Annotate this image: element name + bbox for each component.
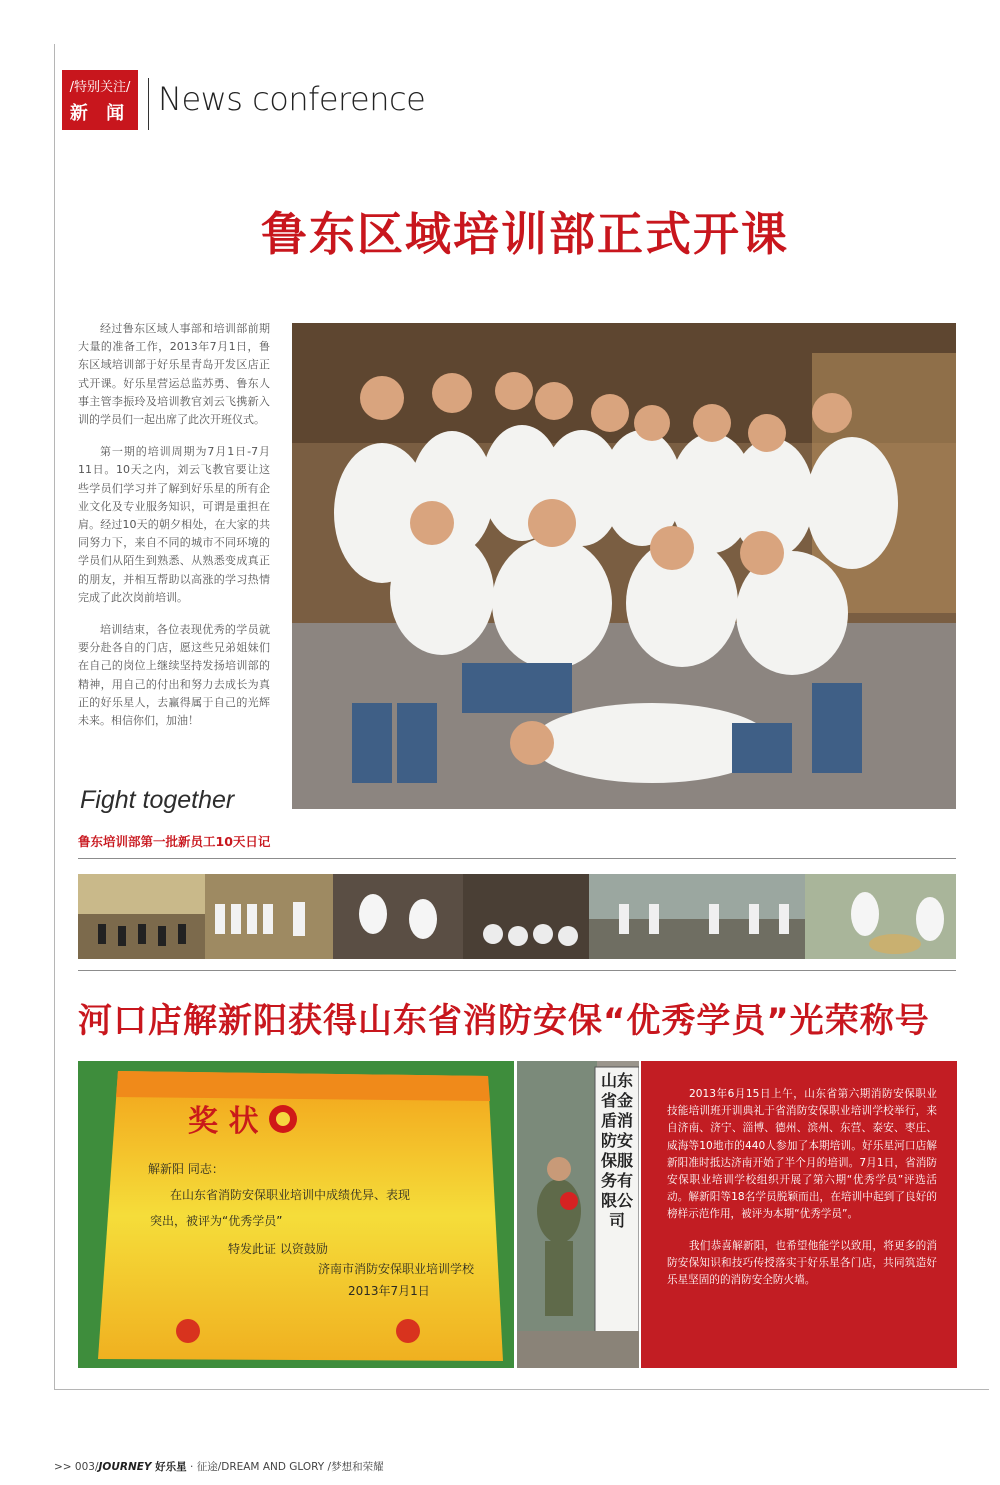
certificate-line-6: 2013年7月1日 <box>348 1284 430 1298</box>
strip-photo-4 <box>463 874 589 959</box>
page-footer <box>54 1459 384 1474</box>
section-tag-main: 新 闻 <box>69 103 131 124</box>
strip-photo-3 <box>333 874 463 959</box>
sign-text: 山东省金盾消防安保服务有限公司 <box>600 1071 633 1230</box>
section-tag-sub: /特别关注/ <box>69 80 131 95</box>
divider-bottom <box>78 970 956 971</box>
strip-photo-6 <box>805 874 956 959</box>
footer-brand: 好乐星 <box>151 1461 187 1473</box>
certificate-line-4: 特发此证 以资鼓励 <box>228 1242 328 1256</box>
certificate-line-3: 突出，被评为“优秀学员” <box>150 1214 283 1228</box>
article1-paragraph-3: 培训结束，各位表现优秀的学员就要分赴各自的门店，愿这些兄弟姐妹们在自己的岗位上继续坚持发扬培训部的精神，用自己的付出和努力去成长为真正的好乐星人，去赢得属于自己的光辉未来。相信你们，加油！ <box>78 623 270 728</box>
footer-rest: · 征途/DREAM AND GLORY /梦想和荣耀 <box>186 1461 384 1473</box>
strip-photo-2 <box>205 874 333 959</box>
footer-journey: JOURNEY <box>98 1461 152 1473</box>
certificate-line-2: 在山东省消防安保职业培训中成绩优异、表现 <box>170 1188 411 1202</box>
article2-paragraph-1: 2013年6月15日上午，山东省第六期消防安保职业技能培训班开训典礼于省消防安保职业培训学校举行，来自济南、济宁、淄博、德州、滨州、东营、泰安、枣庄、威海等10地市的440人参加了本期培训。好乐星河口店解新阳准时抵达济南开始了半个月的培训。7月1日，省消防安保职业培训学校组织开展了第六期“优秀学员”评选活动。解新阳等18名学员脱颖而出，在培训中起到了良好的榜样示范作用，被评为本期“优秀学员”。 <box>667 1088 937 1221</box>
group-photo <box>292 323 956 809</box>
article1-body <box>78 320 270 744</box>
footer-prefix: >> 003/ <box>54 1461 99 1473</box>
article1-headline: 鲁东区域培训部正式开课 <box>261 207 789 261</box>
strip-photo-5 <box>589 874 805 959</box>
brand-title: News conference <box>158 80 426 118</box>
section-tag <box>62 70 138 130</box>
strip-photo-1 <box>78 874 205 959</box>
certificate-photo <box>78 1061 514 1368</box>
certificate-line-1: 解新阳 同志： <box>148 1162 224 1176</box>
article2-headline: 河口店解新阳获得山东省消防安保“优秀学员”光荣称号 <box>78 1001 930 1041</box>
photo-strip-caption: 鲁东培训部第一批新员工10天日记 <box>78 834 271 849</box>
divider-top <box>78 858 956 859</box>
certificate-line-5: 济南市消防安保职业培训学校 <box>318 1262 475 1276</box>
article2-text-box <box>641 1061 957 1368</box>
article2-paragraph-2: 我们恭喜解新阳，也希望他能学以致用，将更多的消防安保知识和技巧传授落实于好乐星各门店，共同筑造好乐星坚固的的消防安全防火墙。 <box>667 1239 937 1287</box>
certificate-title: 奖 状 <box>188 1104 259 1139</box>
slogan: Fight together <box>80 786 235 814</box>
brand-divider <box>148 78 149 130</box>
article2-body <box>667 1086 937 1303</box>
article1-paragraph-1: 经过鲁东区域人事部和培训部前期大量的准备工作，2013年7月1日，鲁东区域培训部于好乐星青岛开发区店正式开课。好乐星营运总监苏勇、鲁东人事主管李振玲及培训教官刘云飞携新入训的学员们一起出席了此次开班仪式。 <box>78 322 270 427</box>
article1-paragraph-2: 第一期的培训周期为7月1日-7月11日。10天之内，刘云飞教官要让这些学员们学习并了解到好乐星的所有企业文化及专业服务知识，可谓是重担在肩。经过10天的朝夕相处，在大家的共同努力下，来自不同的城市不同环境的学员们从陌生到熟悉、从熟悉变成真正的朋友，并相互帮助以高涨的学习热情完成了此次岗前培训。 <box>78 445 270 604</box>
award-photo <box>517 1061 639 1368</box>
